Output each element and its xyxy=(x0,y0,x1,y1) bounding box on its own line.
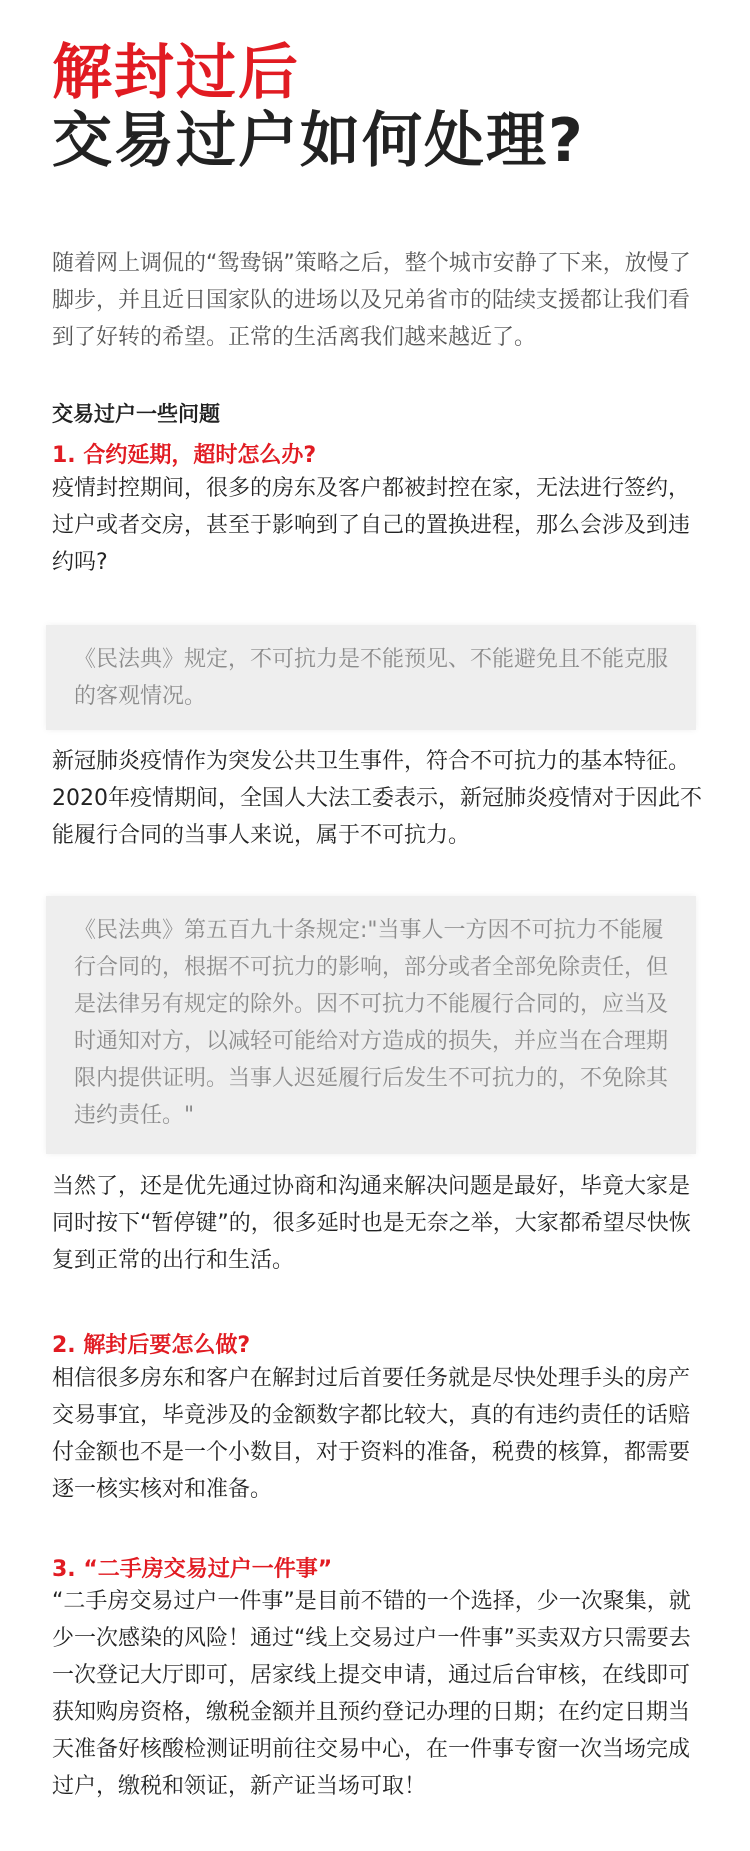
q2-paragraph: 相信很多房东和客户在解封过后首要任务就是尽快处理手头的房产交易事宜，毕竟涉及的金额数字都比较大，真的有违约责任的话赔付金额也不是一个小数目，对于资料的准备，税费的核算，都需要逐一核实核对和准备。 xyxy=(52,1366,691,1502)
quote-box-1 xyxy=(46,625,696,730)
q1-paragraph-1: 疫情封控期间，很多的房东及客户都被封控在家，无法进行签约，过户或者交房，甚至于影响到了自己的置换进程，那么会涉及到违约吗? xyxy=(52,476,691,575)
q3-paragraph: “二手房交易过户一件事”是目前不错的一个选择，少一次聚集，就少一次感染的风险！通过“线上交易过户一件事”买卖双方只需要去一次登记大厅即可，居家线上提交申请，通过后台审核，在线即可获知购房资格，缴税金额并且预约登记办理的日期；在约定日期当天准备好核酸检测证明前往交易中心，在一件事专窗一次当场完成过户，缴税和领证，新产证当场可取！ xyxy=(52,1589,691,1799)
title-line-2: 交易过户如何处理? xyxy=(52,106,585,176)
quote-text-2: 《民法典》第五百九十条规定:"当事人一方因不可抗力不能履行合同的，根据不可抗力的影响，部分或者全部免除责任，但是法律另有规定的除外。因不可抗力不能履行合同的，应当及时通知对方，以减轻可能给对方造成的损失，并应当在合理期限内提供证明。当事人迟延履行后发生不可抗力的，不免除其违约责任。" xyxy=(74,918,669,1128)
q3-heading: 3. “二手房交易过户一件事” xyxy=(52,1557,333,1582)
q1-paragraph-3: 当然了，还是优先通过协商和沟通来解决问题是最好，毕竟大家是同时按下“暂停键”的，很多延时也是无奈之举，大家都希望尽快恢复到正常的出行和生活。 xyxy=(52,1174,691,1273)
quote-text-1: 《民法典》规定，不可抗力是不能预见、不能避免且不能克服的客观情况。 xyxy=(74,647,669,709)
q1-heading: 1. 合约延期，超时怎么办? xyxy=(52,443,317,468)
title-line-1: 解封过后 xyxy=(52,38,300,108)
q1-paragraph-2: 新冠肺炎疫情作为突发公共卫生事件，符合不可抗力的基本特征。2020年疫情期间，全国人大法工委表示，新冠肺炎疫情对于因此不能履行合同的当事人来说，属于不可抗力。 xyxy=(52,749,702,848)
section-label: 交易过户一些问题 xyxy=(52,402,220,426)
q2-heading: 2. 解封后要怎么做? xyxy=(52,1333,251,1358)
intro-paragraph: 随着网上调侃的“鸳鸯锅”策略之后，整个城市安静了下来，放慢了脚步，并且近日国家队的进场以及兄弟省市的陆续支援都让我们看到了好转的希望。正常的生活离我们越来越近了。 xyxy=(52,251,691,350)
quote-box-2 xyxy=(46,896,696,1154)
